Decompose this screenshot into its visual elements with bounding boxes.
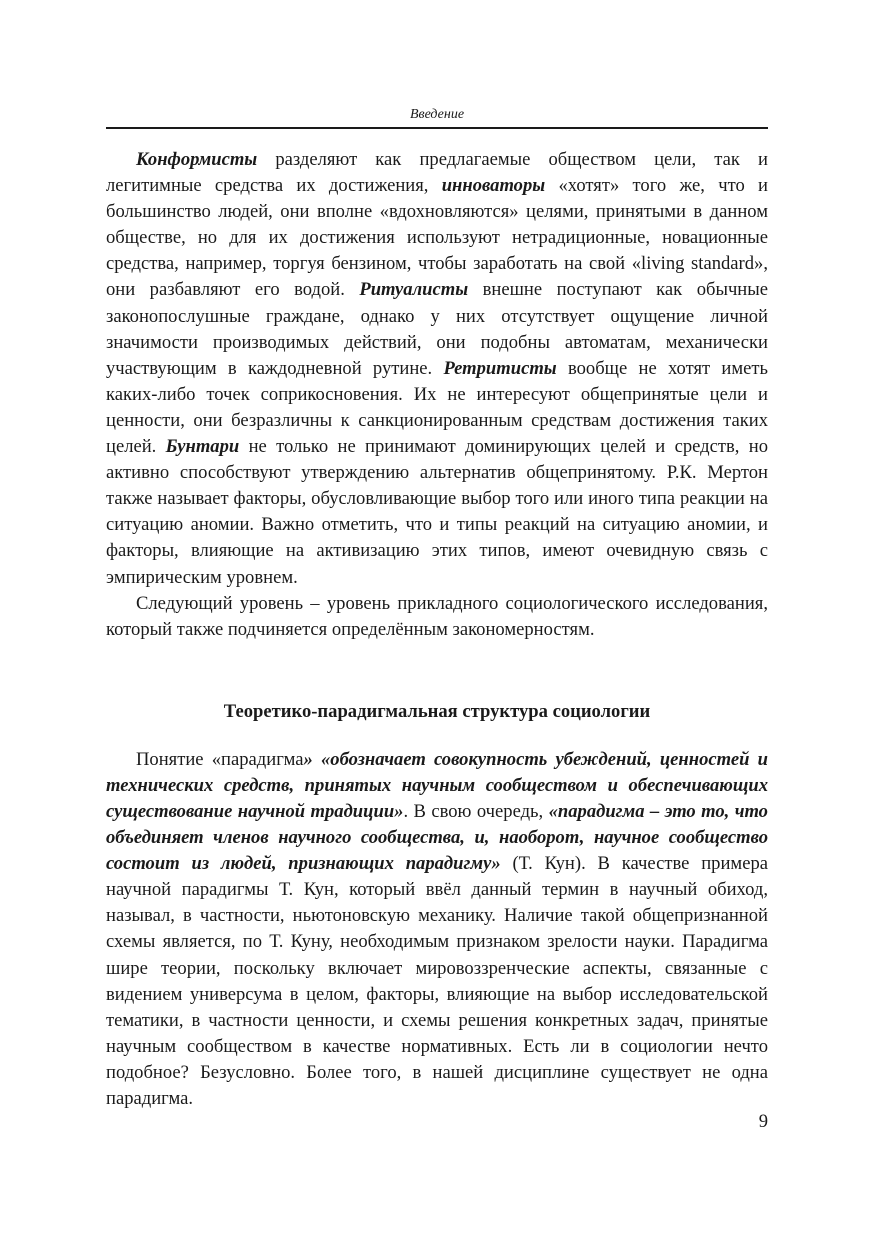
running-header: Введение	[409, 107, 465, 122]
text-run: Понятие «парадигма	[136, 748, 304, 770]
quote-paradigm-community: «парадигма – это то, что объединяет членов научного сообщества, и, наоборот, научное сообщество состоит из людей, признающих парадигму»	[106, 800, 768, 875]
quote-paradigm-definition: » «обозначает совокупность убеждений, ценностей и технических средств, принятых научным сообществом и обеспечивающих существование научной традиции»	[106, 748, 768, 822]
term-rebels: Бунтари	[165, 436, 240, 458]
text-run: (Т. Кун). В качестве примера научной парадигмы Т. Кун, который ввёл данный термин в научный обиход, называл, в частности, ньютоновскую механику. Наличие такой общепризнанной схемы является, по Т. Куну, необходимым признаком зрелости науки. Парадигма шире теории, поскольку включает мировоззренческие аспекты, связанные с видением универсума в целом, факторы, влияющие на выбор исследовательской тематики, в частности ценности, и схемы решения конкретных задач, принятые научным сообществом в качестве нормативных. Есть ли в социологии нечто подобное? Безусловно. Более того, в нашей дисциплине существует не одна парадигма.	[106, 853, 768, 1109]
term-retreatists: Ретритисты	[443, 357, 557, 379]
text-run: вообще не хотят иметь каких-либо точек соприкосновения. Их не интересуют общепринятые цели и ценности, они безразличны к санкционированным средствам достижения таких целей.	[106, 357, 768, 458]
text-run: не только не принимают доминирующих целей и средств, но активно способствуют утверждению альтернатив общепринятому. Р.К. Мертон также называет факторы, обусловливающие выбор того или иного типа реакции на ситуацию аномии. Важно отметить, что и типы реакций на ситуацию аномии, и факторы, влияющие на активизацию этих типов, имеют очевидную связь с эмпирическим уровнем.	[106, 436, 768, 588]
section-heading: Теоретико-парадигмальная структура социологии	[223, 700, 651, 722]
text-run: . В свою очередь,	[403, 800, 549, 822]
text-run: внешне поступают как обычные законопослушные граждане, однако у них отсутствует ощущение личной значимости производимых действий, они подобны автоматам, механически участвующим в каждодневной рутине.	[106, 279, 768, 379]
paragraph-next-level: Следующий уровень – уровень прикладного социологического исследования, который также подчиняется определённым закономерностям.	[106, 592, 768, 640]
paragraph-paradigm	[106, 747, 768, 1112]
term-innovators: инноваторы	[441, 175, 546, 197]
header-rule	[106, 127, 768, 129]
text-run: разделяют как предлагаемые обществом цели, так и легитимные средства их достижения,	[106, 149, 768, 197]
paragraph-conformists	[106, 147, 768, 591]
page-body	[106, 147, 768, 1112]
page-number: 9	[758, 1111, 768, 1132]
term-ritualists: Ритуалисты	[359, 279, 469, 301]
term-conformists: Конформисты	[136, 149, 258, 170]
text-run: «хотят» того же, что и большинство людей, они вполне «вдохновляются» целями, принятыми в данном обществе, но для их достижения используют нетрадиционные, новационные средства, например, торгуя бензином, чтобы заработать на свой «living standard», они разбавляют его водой.	[106, 175, 768, 301]
